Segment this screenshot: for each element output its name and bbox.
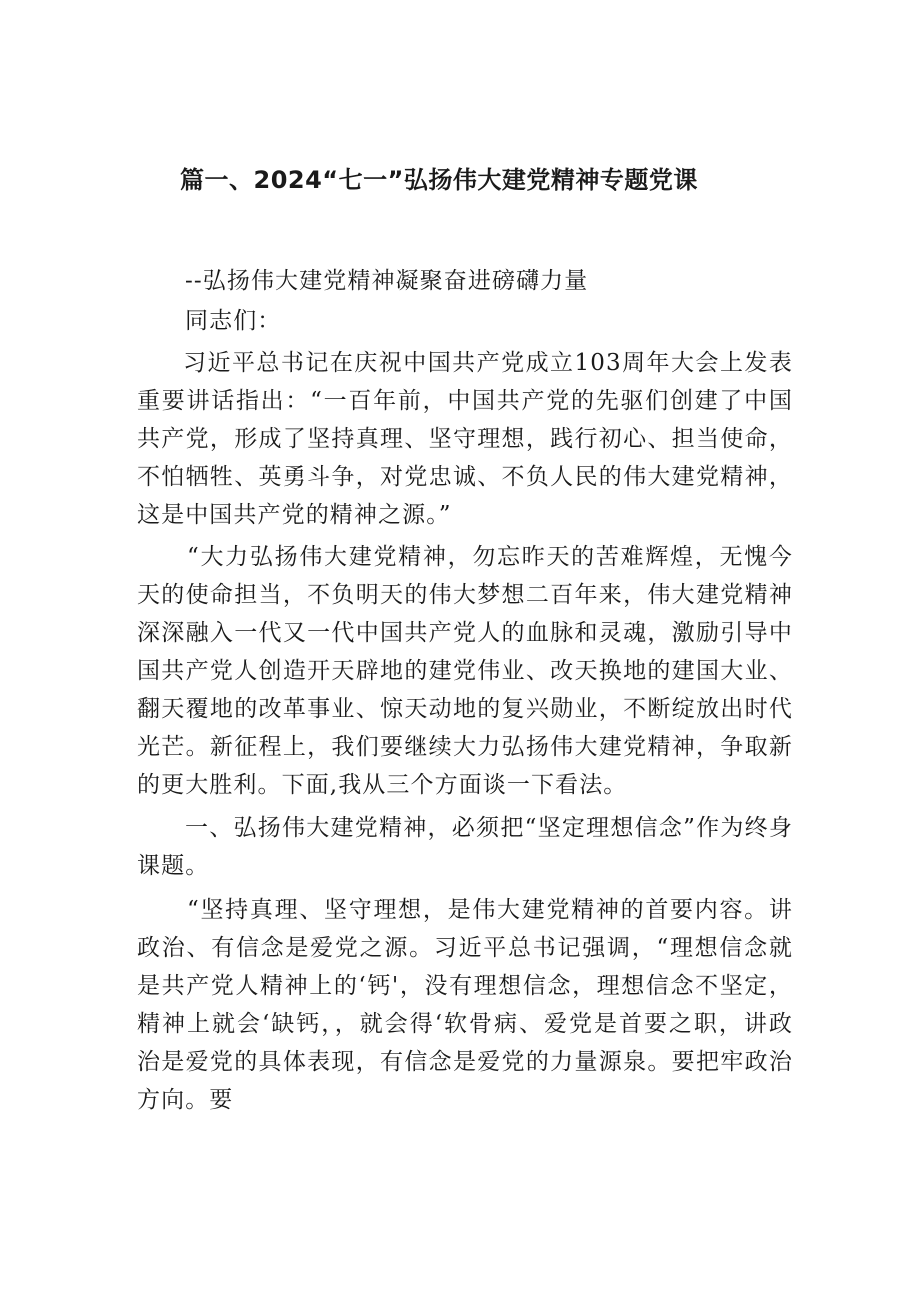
document-body	[137, 262, 793, 1119]
document-subtitle: --弘扬伟大建党精神凝聚奋进磅礴力量	[185, 268, 589, 294]
section-paragraph: “坚持真理、坚守理想，是伟大建党精神的首要内容。讲政治、有信念是爱党之源。习近平总书记强调，“理想信念就是共产党人精神上的‘钙'，没有理想信念，理想信念不坚定，精神上就会‘缺钙，，就会得‘软骨病、爱党是首要之职，讲政治是爱党的具体表现，有信念是爱党的力量源泉。要把牢政治方向。要	[137, 897, 793, 1113]
salutation: 同志们：	[185, 308, 282, 334]
document-title: 篇一、2024“七一”弘扬伟大建党精神专题党课	[180, 166, 698, 194]
paragraph-intro-quote: 习近平总书记在庆祝中国共产党成立103周年大会上发表重要讲话指出：“一百年前，中国共产党的先驱们创建了中国共产党，形成了坚持真理、坚守理想，践行初心、担当使命，不怕牺牲、英勇斗争，对党忠诚、不负人民的伟大建党精神，这是中国共产党的精神之源。”	[137, 350, 793, 528]
section-heading: 一、弘扬伟大建党精神，必须把“坚定理想信念”作为终身课题。	[137, 815, 793, 879]
paragraph-spirit: “大力弘扬伟大建党精神，勿忘昨天的苦难辉煌，无愧今天的使命担当，不负明天的伟大梦想二百年来，伟大建党精神深深融入一代又一代中国共产党人的血脉和灵魂，激励引导中国共产党人创造开天辟地的建党伟业、改天换地的建国大业、翻天覆地的改革事业、惊天动地的复兴勋业，不断绽放出时代光芒。新征程上，我们要继续大力弘扬伟大建党精神，争取新的更大胜利。下面,我从三个方面谈一下看法。	[137, 544, 793, 798]
